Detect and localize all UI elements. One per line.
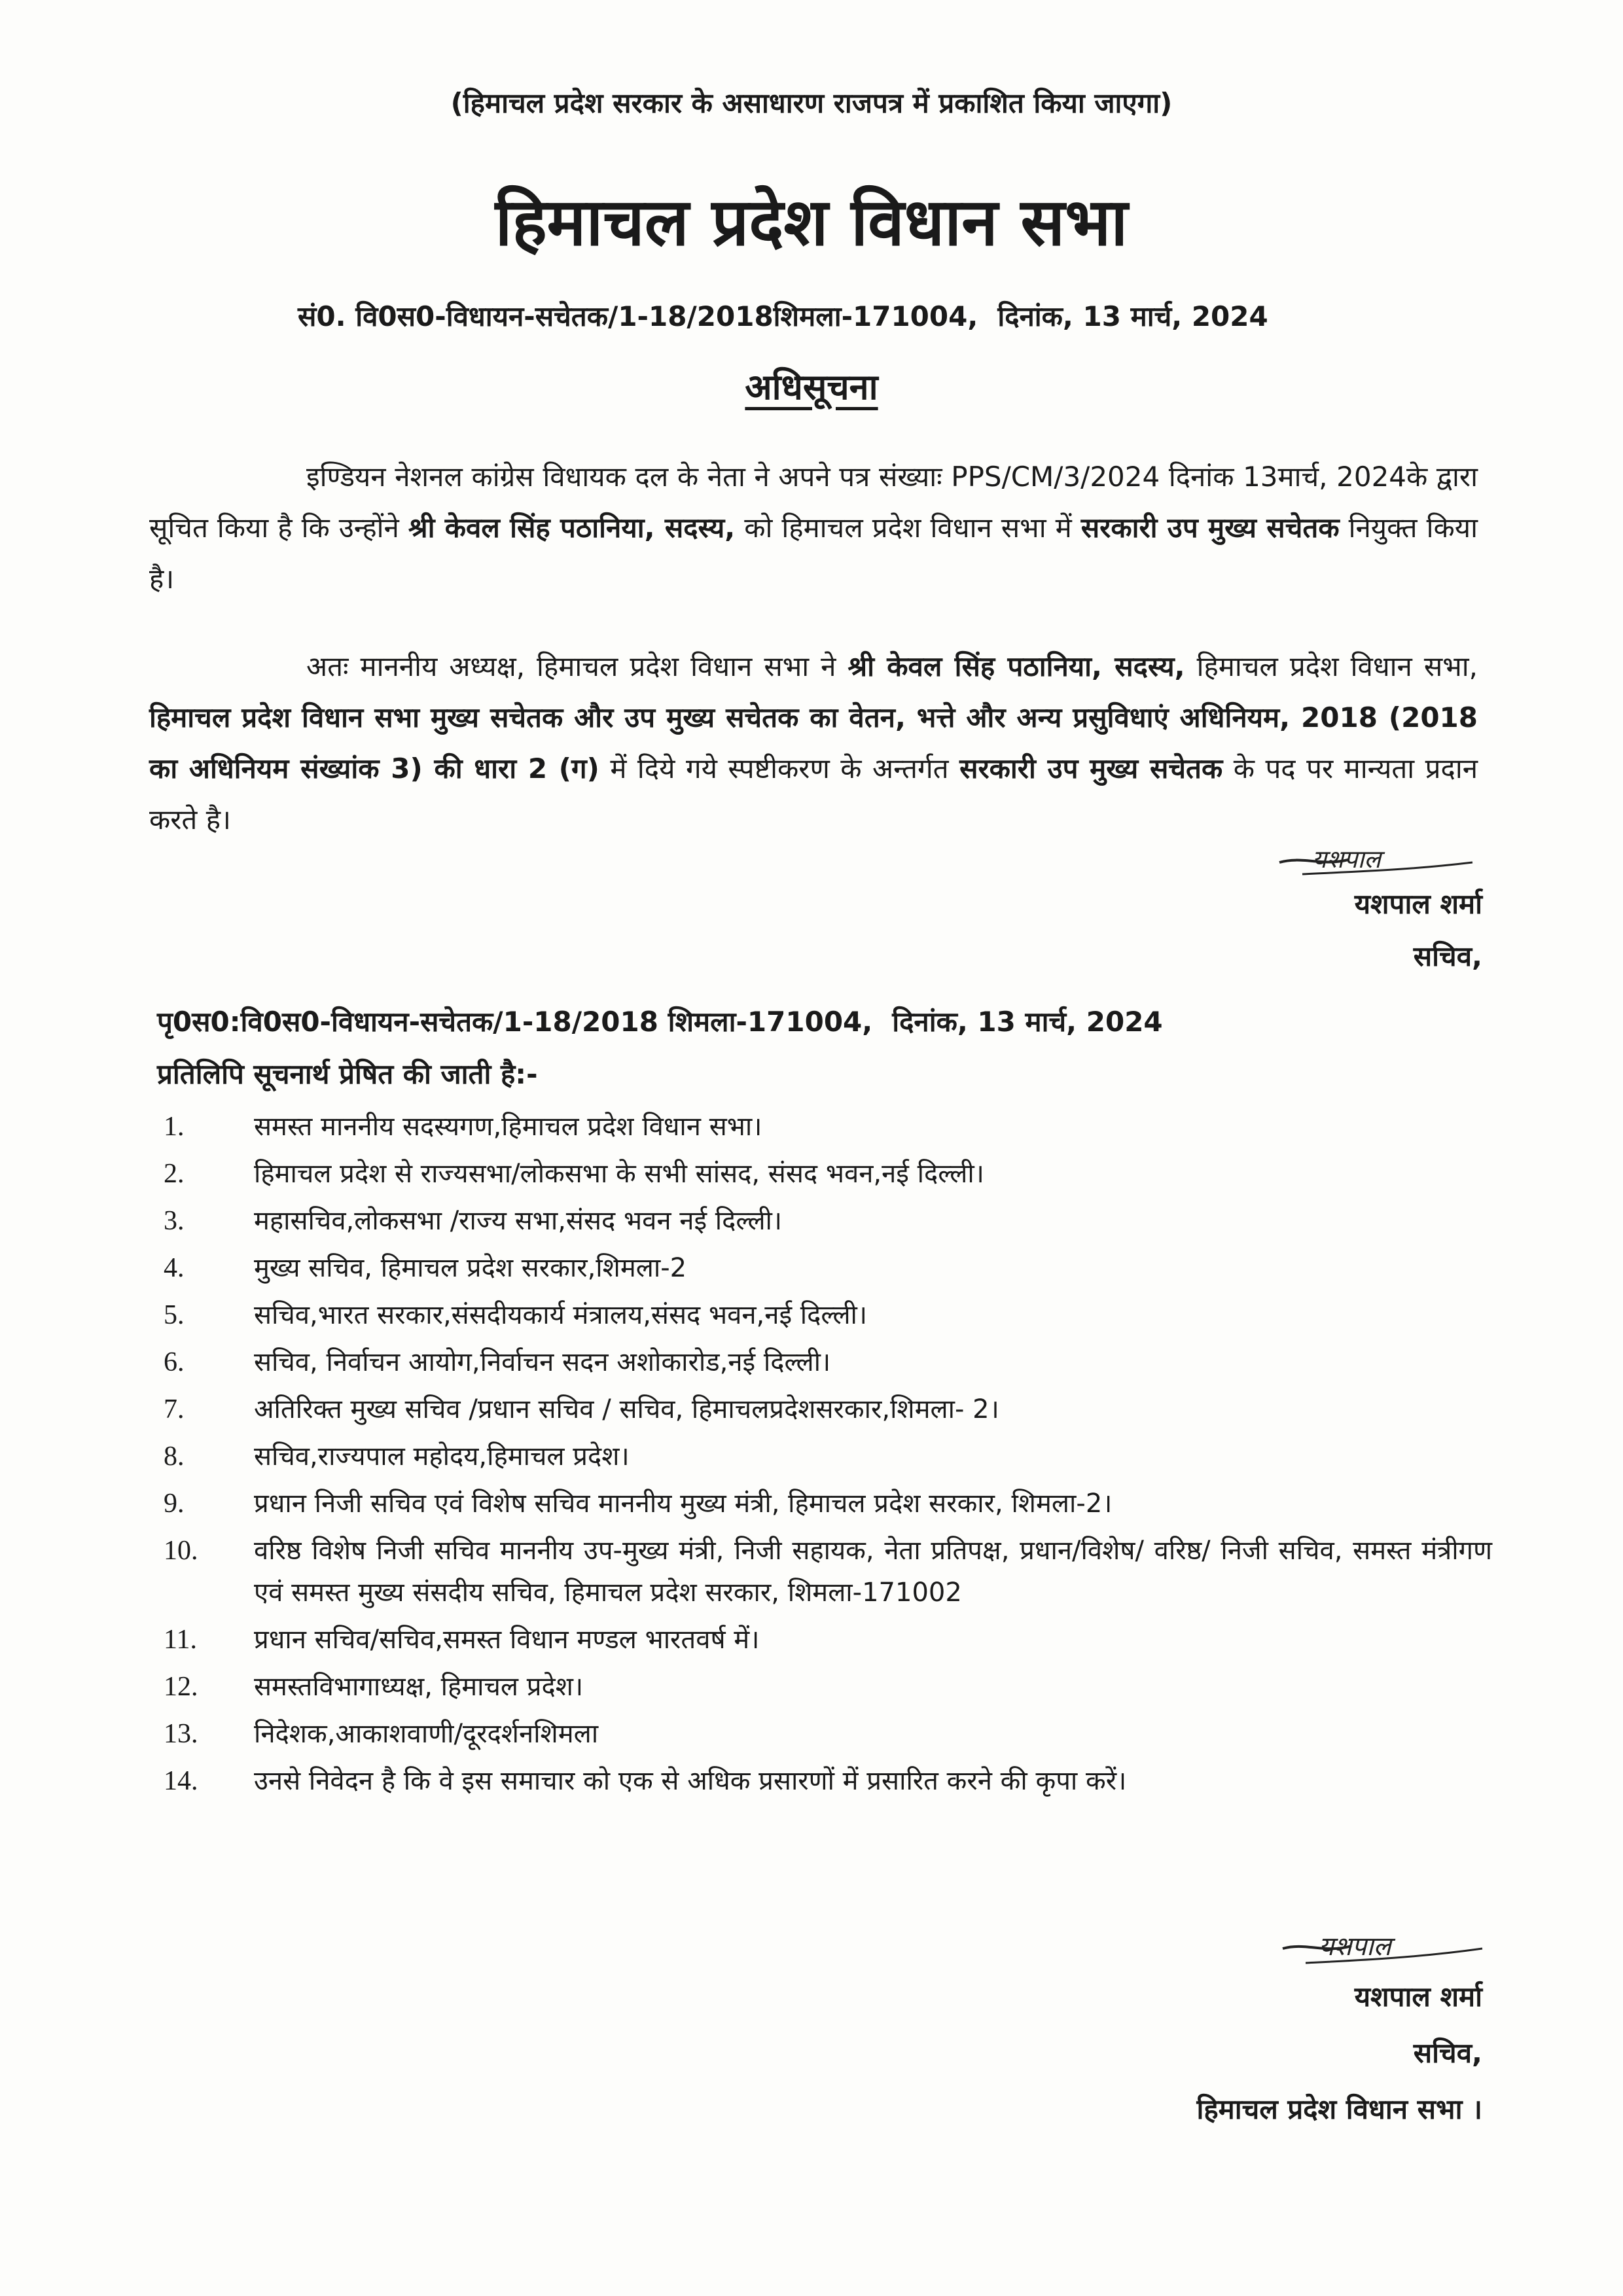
endorsement-date: दिनांक, 13 मार्च, 2024: [892, 1006, 1163, 1038]
item-number: 4.: [164, 1253, 185, 1283]
p2-text-1: अतः माननीय अध्यक्ष, हिमाचल प्रदेश विधान सभा ने: [306, 650, 848, 682]
item-number: 9.: [164, 1489, 185, 1519]
item-text: प्रधान सचिव/सचिव,समस्त विधान मण्डल भारतवर्ष में।: [254, 1625, 760, 1655]
item-text: निदेशक,आकाशवाणी/दूरदर्शनशिमला: [254, 1719, 599, 1749]
signature-1-image: [1276, 843, 1486, 882]
list-item: [157, 1530, 1492, 1614]
list-item: [157, 1713, 1492, 1755]
copy-heading: प्रतिलिपि सूचनार्थ प्रेषित की जाती है:-: [157, 1058, 538, 1090]
item-number: 6.: [164, 1347, 185, 1377]
item-number: 5.: [164, 1300, 185, 1330]
item-number: 10.: [164, 1536, 198, 1566]
item-number: 7.: [164, 1394, 185, 1424]
item-text: वरिष्ठ विशेष निजी सचिव माननीय उप-मुख्य मंत्री, निजी सहायक, नेता प्रतिपक्ष, प्रधान/विशेष/ वरिष्ठ/ निजी सचिव, समस्त मंत्रीगण एवं समस्त मुख्य संसदीय सचिव, हिमाचल प्रदेश सरकार, शिमला-171002: [254, 1536, 1492, 1608]
list-item: [157, 1436, 1492, 1477]
signature-2-image: [1279, 1929, 1495, 1971]
item-number: 14.: [164, 1766, 198, 1796]
list-item: [157, 1483, 1492, 1525]
item-number: 3.: [164, 1206, 185, 1236]
signature-2-office: हिमाचल प्रदेश विधान सभा ।: [1196, 2093, 1482, 2125]
endorsement-reference: पृ0स0:वि0स0-विधायन-सचेतक/1-18/2018 शिमला-171004,: [157, 1006, 873, 1038]
p2-bold-1: श्री केवल सिंह पठानिया, सदस्य,: [847, 650, 1185, 682]
item-number: 12.: [164, 1672, 198, 1702]
p2-text-4: के पद पर मान्यता प्रदान करते है।: [149, 752, 1478, 836]
document-title: हिमाचल प्रदेश विधान सभा: [495, 184, 1128, 260]
item-text: समस्तविभागाध्यक्ष, हिमाचल प्रदेश।: [254, 1672, 584, 1702]
item-number: 13.: [164, 1719, 198, 1749]
signature-2-designation: सचिव,: [1413, 2037, 1482, 2069]
reference-date: दिनांक, 13 मार्च, 2024: [997, 300, 1268, 332]
item-text: सचिव, निर्वाचन आयोग,निर्वाचन सदन अशोकारोड,नई दिल्ली।: [254, 1347, 831, 1377]
item-number: 2.: [164, 1159, 185, 1189]
item-text: हिमाचल प्रदेश से राज्यसभा/लोकसभा के सभी सांसद, संसद भवन,नई दिल्ली।: [254, 1159, 984, 1189]
p1-bold-2: सरकारी उप मुख्य सचेतक: [1080, 512, 1340, 544]
list-item: [157, 1106, 1492, 1148]
reference-number: सं0. वि0स0-विधायन-सचेतक/1-18/2018शिमला-171004,: [298, 300, 978, 332]
list-item: [157, 1619, 1492, 1661]
list-item: [157, 1200, 1492, 1242]
item-text: उनसे निवेदन है कि वे इस समाचार को एक से अधिक प्रसारणों में प्रसारित करने की कृपा करें।: [254, 1766, 1127, 1796]
p1-text-3: नियुक्त किया है।: [149, 512, 1478, 595]
p2-bold-3: सरकारी उप मुख्य सचेतक: [959, 752, 1223, 785]
item-text: समस्त माननीय सदस्यगण,हिमाचल प्रदेश विधान सभा।: [254, 1112, 762, 1142]
list-item: [157, 1294, 1492, 1336]
list-item: [157, 1247, 1492, 1289]
signature-1-text: यशपाल: [1312, 845, 1382, 874]
item-text: सचिव,भारत सरकार,संसदीयकार्य मंत्रालय,संसद भवन,नई दिल्ली।: [254, 1300, 868, 1330]
list-item: [157, 1388, 1492, 1430]
item-number: 1.: [164, 1112, 185, 1142]
publication-note: (हिमाचल प्रदेश सरकार के असाधारण राजपत्र में प्रकाशित किया जाएगा): [450, 87, 1173, 119]
p1-text-2: को हिमाचल प्रदेश विधान सभा में: [735, 512, 1081, 544]
paragraph-1: [149, 451, 1478, 605]
reference-line: [298, 297, 1268, 334]
paragraph-2: [149, 641, 1478, 845]
item-text: सचिव,राज्यपाल महोदय,हिमाचल प्रदेश।: [254, 1441, 630, 1472]
signature-2-name: यशपाल शर्मा: [1354, 1981, 1482, 2013]
signature-2-text: यशपाल: [1319, 1932, 1391, 1962]
item-text: अतिरिक्त मुख्य सचिव /प्रधान सचिव / सचिव, हिमाचलप्रदेशसरकार,शिमला- 2।: [254, 1394, 999, 1424]
p2-bold-2: हिमाचल प्रदेश विधान सभा मुख्य सचेतक और उप मुख्य सचेतक का वेतन, भत्ते और अन्य प्रसुविधाएं अधिनियम, 2018 (2018 का अधिनियम संख्यांक 3) की धारा 2 (ग): [149, 701, 1478, 785]
item-number: 8.: [164, 1441, 185, 1472]
list-item: [157, 1341, 1492, 1383]
p1-bold-1: श्री केवल सिंह पठानिया, सदस्य,: [408, 512, 736, 544]
list-item: [157, 1153, 1492, 1195]
list-item: [157, 1666, 1492, 1708]
item-number: 11.: [164, 1625, 197, 1655]
endorsement-reference-line: [157, 1002, 1163, 1040]
notification-heading: अधिसूचना: [745, 366, 878, 408]
item-text: महासचिव,लोकसभा /राज्य सभा,संसद भवन नई दिल्ली।: [254, 1206, 783, 1236]
signature-1-designation: सचिव,: [1413, 940, 1482, 972]
p2-text-3: में दिये गये स्पष्टीकरण के अन्तर्गत: [599, 752, 960, 785]
item-text: मुख्य सचिव, हिमाचल प्रदेश सरकार,शिमला-2: [254, 1253, 687, 1283]
list-item: [157, 1760, 1492, 1802]
p2-text-2: हिमाचल प्रदेश विधान सभा,: [1185, 650, 1478, 682]
p1-text-1: इण्डियन नेशनल कांग्रेस विधायक दल के नेता ने अपने पत्र संख्याः PPS/CM/3/2024 दिनांक 13मार्च, 2024के द्वारा सूचित किया है कि उन्होंने: [149, 461, 1478, 544]
item-text: प्रधान निजी सचिव एवं विशेष सचिव माननीय मुख्य मंत्री, हिमाचल प्रदेश सरकार, शिमला-2।: [254, 1489, 1113, 1519]
signature-1-name: यशपाल शर्मा: [1354, 888, 1482, 920]
distribution-list: [157, 1106, 1492, 1807]
